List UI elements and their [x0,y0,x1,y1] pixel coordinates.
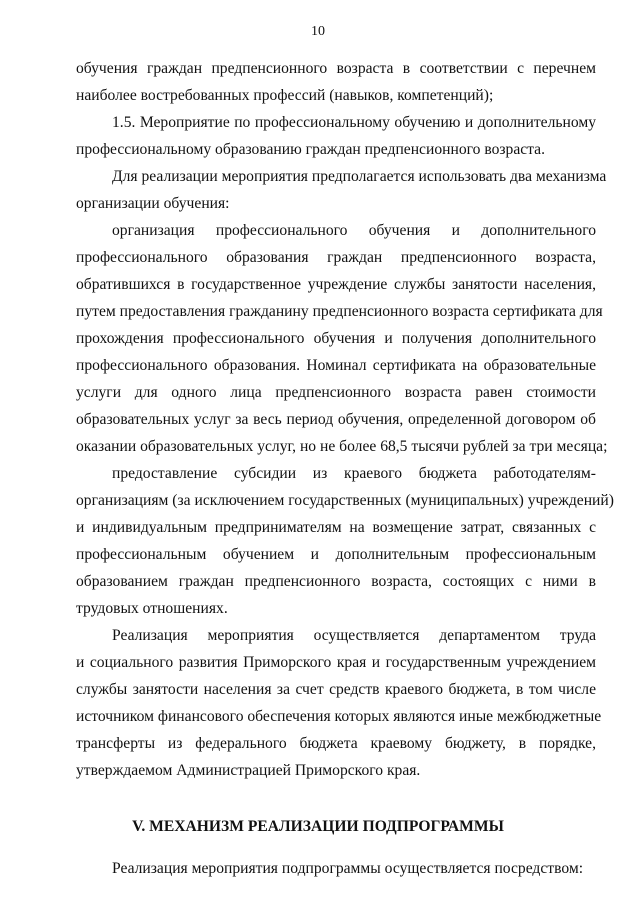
text-line: оказании образовательных услуг, но не более 68,5 тысячи рублей за три месяца; [76,438,608,455]
page-number: 10 [311,24,325,39]
text-line: трудовых отношениях. [76,600,228,617]
text-line: наиболее востребованных профессий (навыков, компетенций); [76,87,494,104]
section-heading: V. МЕХАНИЗМ РЕАЛИЗАЦИИ ПОДПРОГРАММЫ [132,818,504,835]
text-line: организациям (за исключением государственных (муниципальных) учреждений) [76,492,614,509]
text-line: образовательных услуг за весь период обучения, определенной договором об [76,411,596,428]
text-line: и индивидуальным предпринимателям на возмещение затрат, связанных с [76,519,596,536]
text-line: источником финансового обеспечения которых являются иные межбюджетные [76,708,602,725]
text-line: Реализация мероприятия осуществляется департаментом труда [112,627,596,644]
text-line: профессионального образования. Номинал сертификата на образовательные [76,357,596,374]
text-line: профессионального образования граждан предпенсионного возраста, [76,249,596,266]
text-line: и социального развития Приморского края и государственным учреждением [76,654,596,671]
text-line: службы занятости населения за счет средств краевого бюджета, в том числе [76,681,596,698]
text-line: обучения граждан предпенсионного возраста в соответствии с перечнем [76,60,596,77]
text-line: Для реализации мероприятия предполагается использовать два механизма [112,168,607,185]
text-line: 1.5. Мероприятие по профессиональному обучению и дополнительному [112,114,596,131]
text-line: обратившихся в государственное учреждение службы занятости населения, [76,276,596,293]
text-line: Реализация мероприятия подпрограммы осуществляется посредством: [112,860,584,877]
text-line: утверждаемом Администрацией Приморского края. [76,762,421,779]
text-line: профессиональному образованию граждан предпенсионного возраста. [76,141,545,158]
text-line: образованием граждан предпенсионного возраста, состоящих с ними в [76,573,596,590]
text-line: услуги для одного лица предпенсионного возраста равен стоимости [76,384,596,401]
text-line: предоставление субсидии из краевого бюджета работодателям- [112,465,596,482]
text-line: организация профессионального обучения и дополнительного [112,222,596,239]
text-line: организации обучения: [76,195,230,212]
text-line: профессиональным обучением и дополнительным профессиональным [76,546,596,563]
text-line: прохождения профессионального обучения и получения дополнительного [76,330,596,347]
text-line: трансферты из федерального бюджета краевому бюджету, в порядке, [76,735,596,752]
text-line: путем предоставления гражданину предпенсионного возраста сертификата для [76,303,603,320]
